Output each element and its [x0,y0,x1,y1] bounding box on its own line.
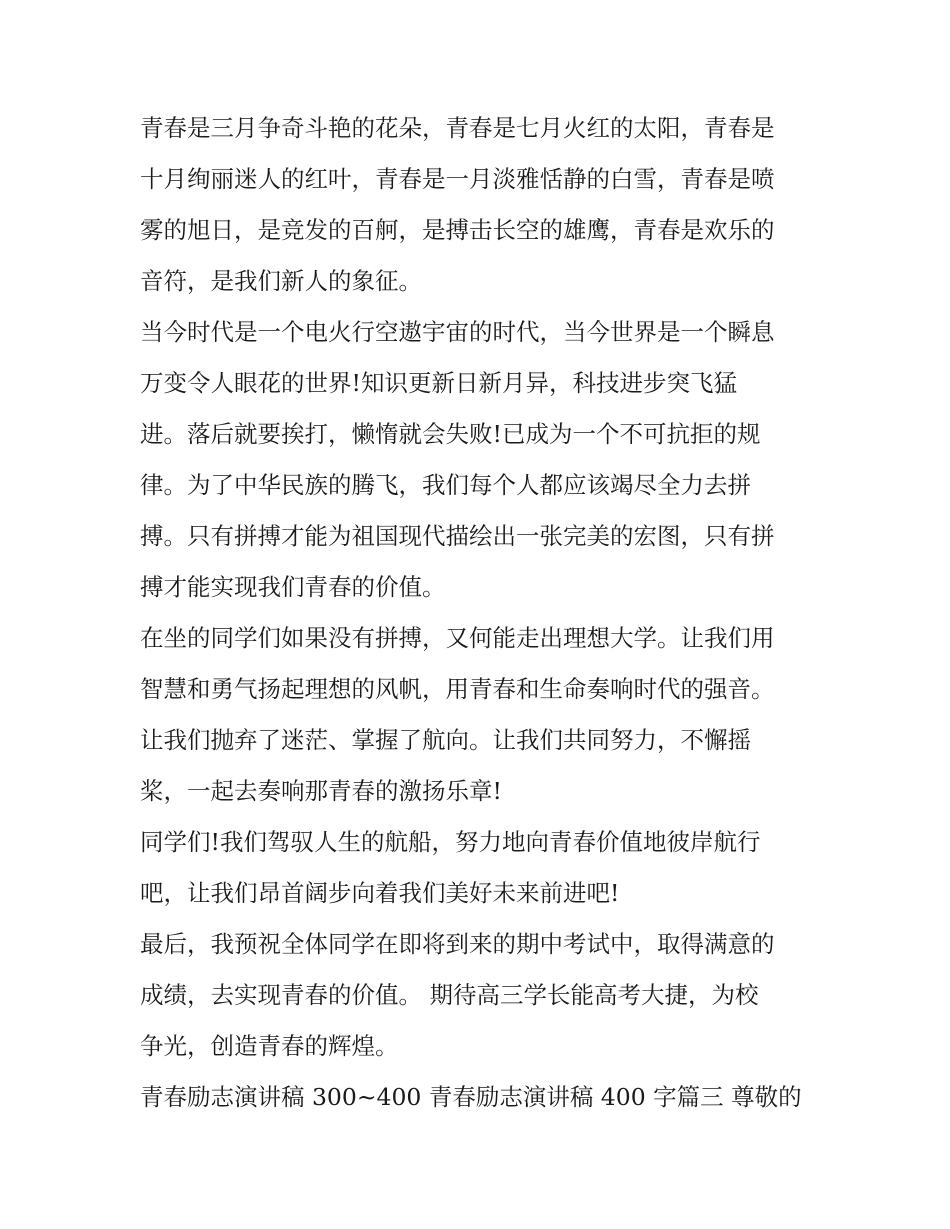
text-line: 在坐的同学们如果没有拼搏，又何能走出理想大学。让我们用 [140,624,775,652]
text-line: 音符，是我们新人的象征。 [140,267,422,295]
text-line: 青春励志演讲稿 300~400 青春励志演讲稿 400 字篇三 尊敬的 [140,1083,802,1111]
text-line: 搏。只有拼搏才能为祖国现代描绘出一张完美的宏图，只有拼 [140,522,775,550]
text-line: 同学们!我们驾驭人生的航船，努力地向青春价值地彼岸航行 [140,828,761,856]
text-line: 智慧和勇气扬起理想的风帆，用青春和生命奏响时代的强音。 [140,675,775,703]
text-line: 搏才能实现我们青春的价值。 [140,573,446,601]
text-line: 万变令人眼花的世界!知识更新日新月异，科技进步突飞猛 [140,369,737,397]
text-line: 争光，创造青春的辉煌。 [140,1032,399,1060]
text-line: 吧，让我们昂首阔步向着我们美好未来前进吧! [140,879,620,907]
text-line: 进。落后就要挨打，懒惰就会失败!已成为一个不可抗拒的规 [140,420,761,448]
text-line: 十月绚丽迷人的红叶，青春是一月淡雅恬静的白雪，青春是喷 [140,165,775,193]
text-line: 成绩，去实现青春的价值。 期待高三学长能高考大捷，为校 [140,981,759,1009]
text-line: 雾的旭日，是竞发的百舸，是搏击长空的雄鹰，青春是欢乐的 [140,216,775,244]
text-line: 当今时代是一个电火行空遨宇宙的时代，当今世界是一个瞬息 [140,318,775,346]
text-line: 最后，我预祝全体同学在即将到来的期中考试中，取得满意的 [140,930,775,958]
text-line: 青春是三月争奇斗艳的花朵，青春是七月火红的太阳，青春是 [140,114,775,142]
text-line: 律。为了中华民族的腾飞，我们每个人都应该竭尽全力去拼 [140,471,751,499]
text-line: 桨，一起去奏响那青春的激扬乐章! [140,777,502,805]
text-line: 让我们抛弃了迷茫、掌握了航向。让我们共同努力，不懈摇 [140,726,751,754]
document-body [140,103,812,1123]
